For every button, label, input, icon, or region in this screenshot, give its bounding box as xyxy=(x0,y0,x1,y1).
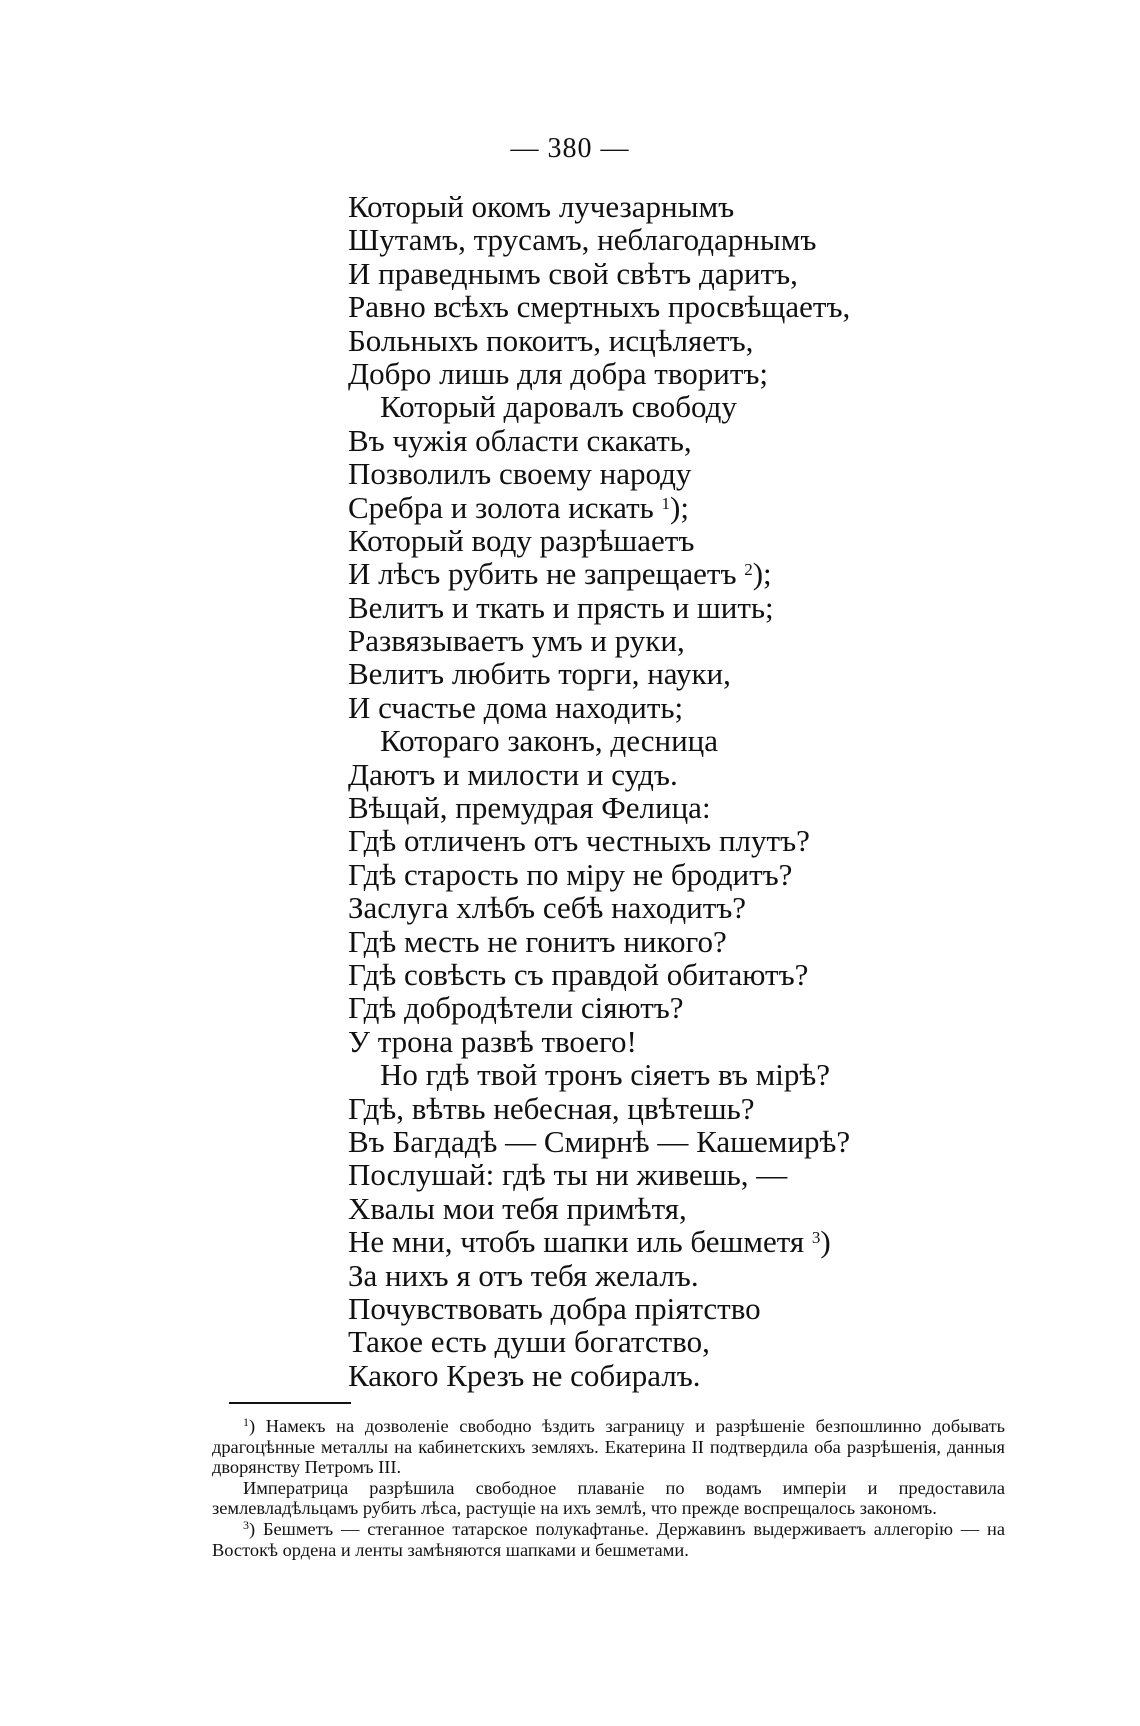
footnote-ref-3: 3 xyxy=(811,1228,821,1248)
poem-line: Который даровалъ свободу xyxy=(380,389,737,425)
page-number: — 380 — xyxy=(510,133,630,164)
poem-line: Который окомъ лучезарнымъ xyxy=(348,189,735,224)
poem xyxy=(348,190,968,1392)
poem-line: Сребра и золота искать $^1$); xyxy=(348,489,689,525)
poem-line: Гдѣ добродѣтели сіяютъ? xyxy=(348,990,684,1026)
poem-line: Въ чужія области скакать, xyxy=(348,422,692,458)
poem-line: Позволилъ своему народу xyxy=(348,456,692,492)
footnotes xyxy=(212,1416,1005,1560)
poem-line: Но гдѣ твой тронъ сіяетъ въ мірѣ? xyxy=(380,1057,830,1093)
poem-line: Развязываетъ умъ и руки, xyxy=(348,623,685,659)
poem-line: Не мни, чтобъ шапки иль бешметя $^3$) xyxy=(348,1224,831,1260)
poem-line: Гдѣ отличенъ отъ честныхъ плутъ? xyxy=(348,823,810,859)
footnote-separator xyxy=(229,1402,351,1404)
poem-line: Шутамъ, трусамъ, неблагодарнымъ xyxy=(348,222,817,258)
poem-line: Хвалы мои тебя примѣтя, xyxy=(348,1190,687,1226)
poem-line: У трона развѣ твоего! xyxy=(348,1023,637,1059)
poem-line: Въ Багдадѣ — Смирнѣ — Кашемирѣ? xyxy=(348,1123,851,1159)
poem-line: Гдѣ месть не гонитъ никого? xyxy=(348,923,727,959)
poem-line: Котораго законъ, десница xyxy=(380,723,719,759)
footnote-mark-3: 3 xyxy=(243,1517,249,1532)
poem-line: Гдѣ совѣсть съ правдой обитаютъ? xyxy=(348,956,809,992)
poem-line: Велитъ и ткать и прясть и шить; xyxy=(348,589,774,625)
poem-line: Добро лишь для добра творитъ; xyxy=(348,355,769,391)
poem-line: И праведнымъ свой свѣтъ даритъ, xyxy=(348,255,798,291)
footnote-ref-1: 1 xyxy=(661,493,671,513)
poem-line: Гдѣ старость по міру не бродитъ? xyxy=(348,856,793,892)
poem-line: Послушай: гдѣ ты ни живешь, — xyxy=(348,1157,788,1193)
footnote-ref-2: 2 xyxy=(744,560,753,580)
poem-line: Велитъ любить торги, науки, xyxy=(348,656,731,692)
poem-line: Гдѣ, вѣтвь небесная, цвѣтешь? xyxy=(348,1090,755,1126)
footnote-mark-1: 1 xyxy=(243,1415,249,1429)
poem-line: За нихъ я отъ тебя желалъ. xyxy=(348,1257,699,1293)
poem-line: И лѣсъ рубить не запрещаетъ $^2$); xyxy=(348,556,772,592)
poem-line: Заслуга хлѣбъ себѣ находитъ? xyxy=(348,890,747,926)
poem-line: И счастье дома находить; xyxy=(348,689,684,725)
poem-line: Такое есть души богатство, xyxy=(348,1324,710,1360)
poem-line: Больныхъ покоитъ, исцѣляетъ, xyxy=(348,322,754,358)
footnote-2: Императрица разрѣшила свободное плаваніе по водамъ имперіи и предоставила землевладѣльцамъ рубить лѣса, растущіе на ихъ землѣ, что прежде воспрещалось закономъ. xyxy=(212,1477,1005,1519)
poem-line: Который воду разрѣшаетъ xyxy=(348,522,695,558)
poem-line: Почувствовать добра пріятство xyxy=(348,1290,761,1326)
poem-line: Даютъ и милости и судъ. xyxy=(348,756,678,792)
poem-line: Вѣщай, премудрая Фелица: xyxy=(348,790,711,826)
poem-line: Какого Крезъ не собиралъ. xyxy=(348,1357,701,1393)
poem-line: Равно всѣхъ смертныхъ просвѣщаетъ, xyxy=(348,289,851,325)
footnote-1: $^1$) Намекъ на дозволеніе свободно ѣздить заграницу и разрѣшеніе безпошлинно добывать драгоцѣнные металлы на кабинетскихъ земляхъ. Екатерина II подтвердила оба разрѣшенія, данныя дворянству Петромъ III. xyxy=(212,1415,1005,1478)
footnote-3: $^3$) Бешметъ — стеганное татарское полукафтанье. Державинъ выдерживаетъ аллегорію — на Востокѣ ордена и ленты замѣняются шапками и бешметами. xyxy=(212,1517,1005,1560)
